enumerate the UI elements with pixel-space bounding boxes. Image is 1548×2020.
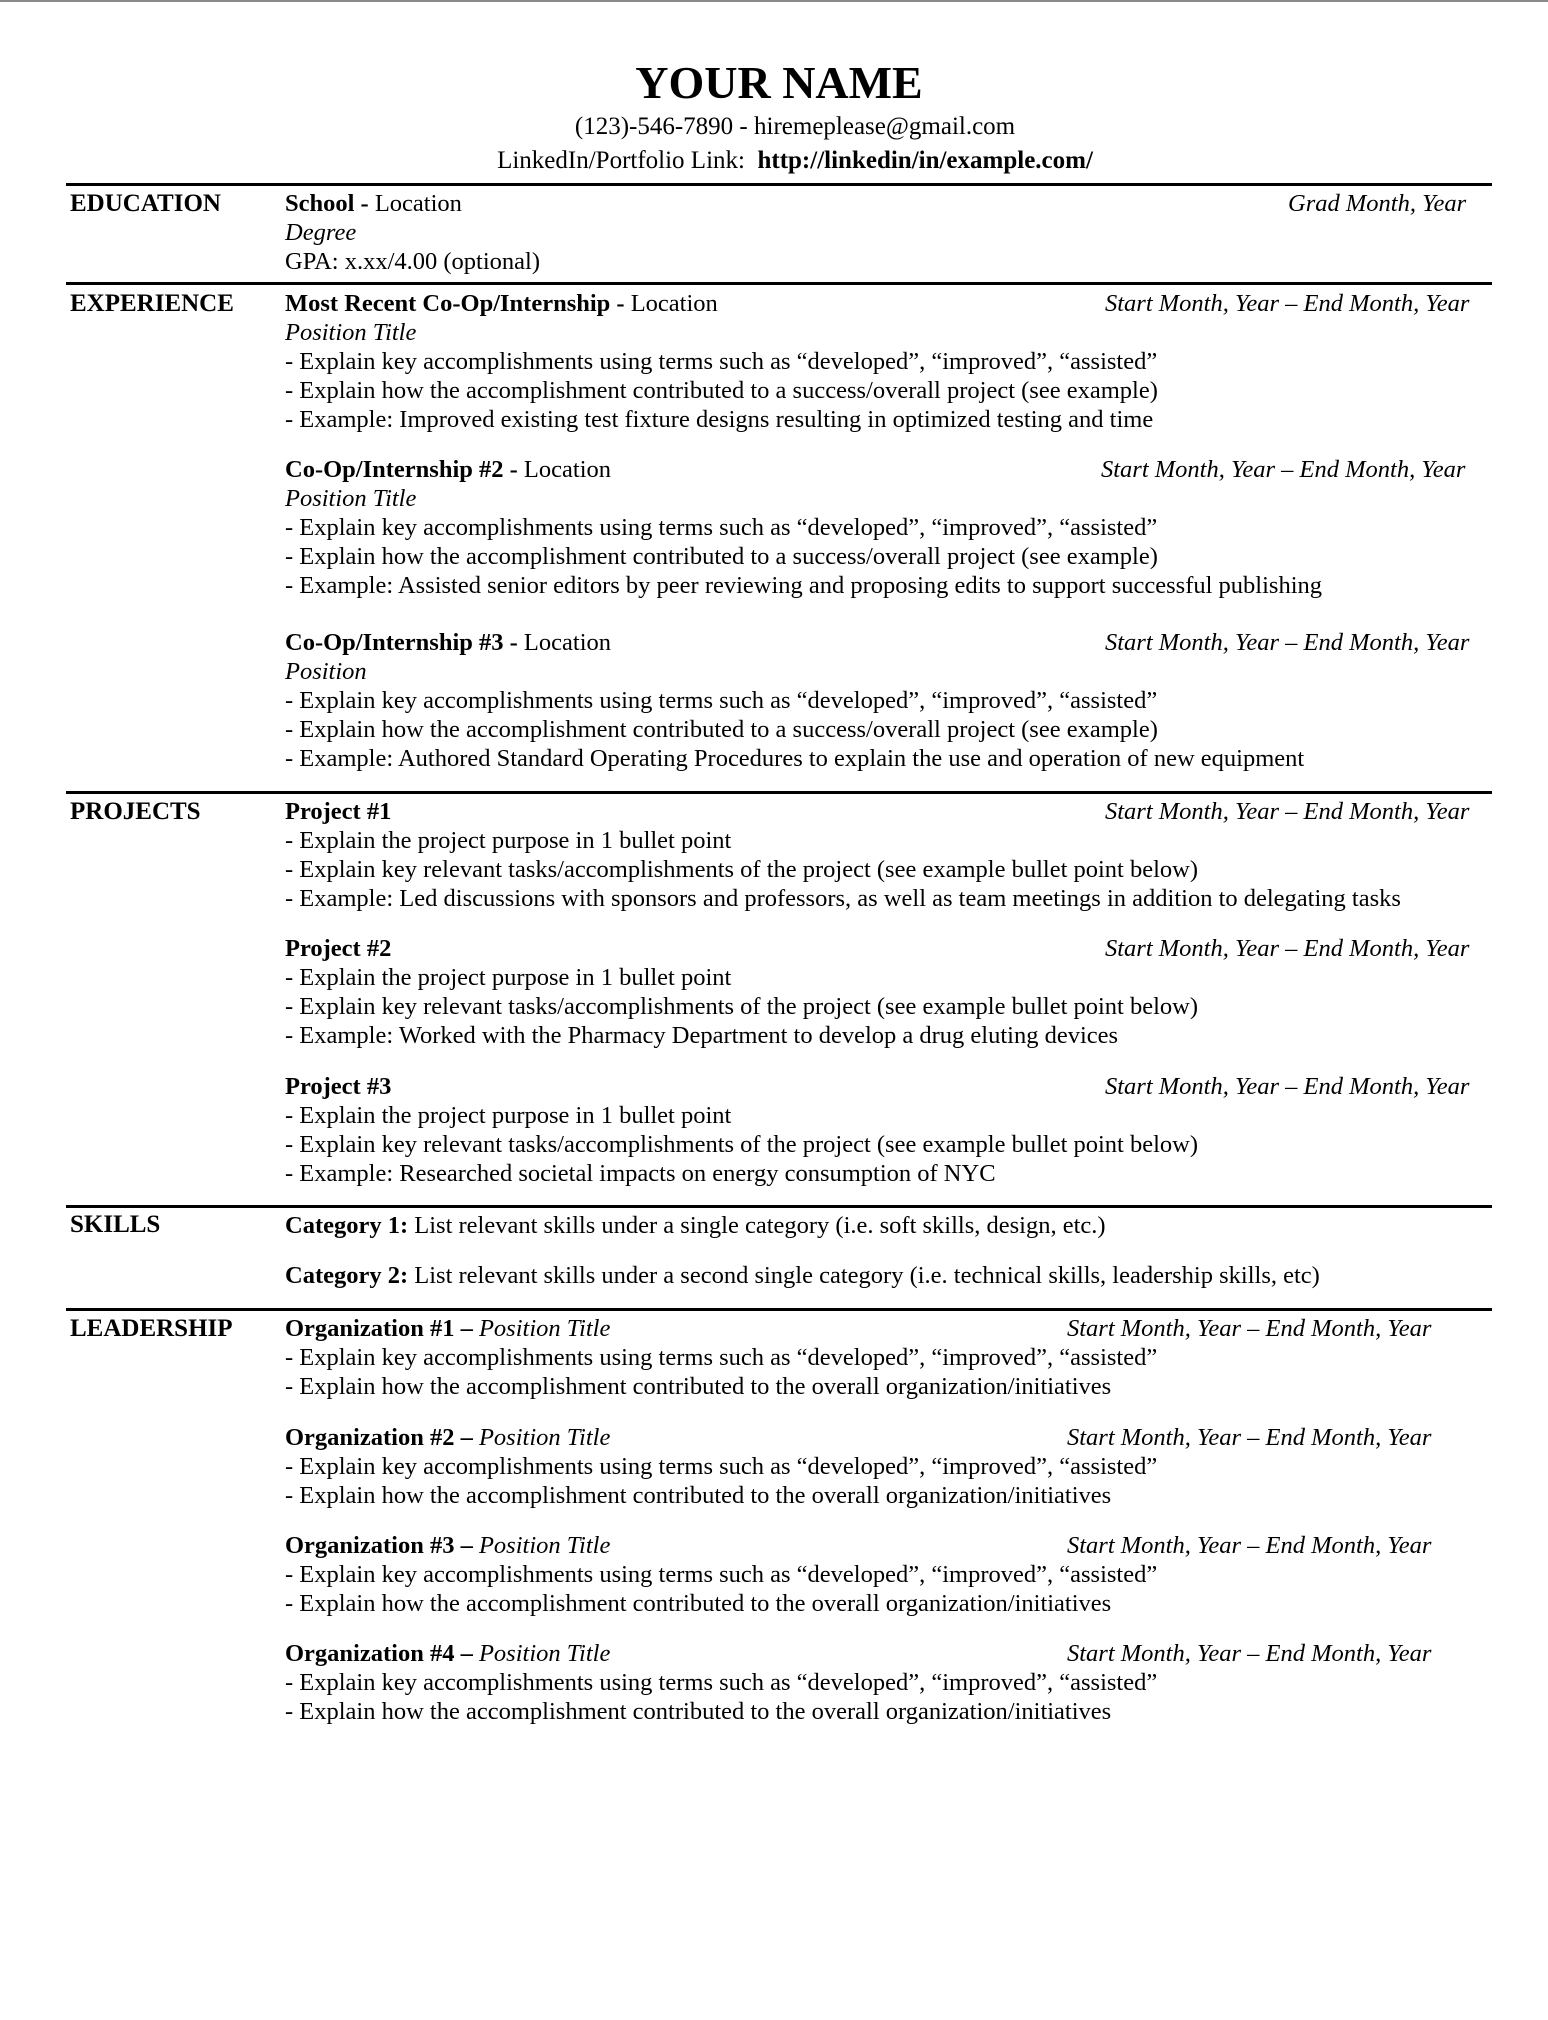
skill-category-label: Category 2: bbox=[285, 1262, 409, 1289]
bullet-point: - Explain key accomplishments using terms such as “developed”, “improved”, “assisted” bbox=[285, 687, 1158, 714]
project-date: Start Month, Year – End Month, Year bbox=[1105, 798, 1470, 825]
leadership-entry bbox=[285, 1423, 1490, 1510]
section-label-skills: SKILLS bbox=[70, 1211, 161, 1238]
bullet-point: - Example: Led discussions with sponsors and professors, as well as team meetings in addition to delegating tasks bbox=[285, 885, 1401, 912]
contact-line: (123)-546-7890 - hiremeplease@gmail.com bbox=[574, 113, 1016, 140]
position-title: Position Title bbox=[285, 319, 417, 346]
job-title: Co-Op/Internship #3 - bbox=[285, 629, 518, 656]
skill-category bbox=[285, 1261, 1490, 1290]
gpa: GPA: x.xx/4.00 (optional) bbox=[285, 248, 540, 275]
organization-name: Organization #1 – bbox=[285, 1315, 473, 1342]
experience-entry bbox=[285, 455, 1490, 600]
project-title: Project #3 bbox=[285, 1073, 392, 1100]
section-divider bbox=[66, 183, 1492, 186]
bullet-point: - Explain key accomplishments using terms such as “developed”, “improved”, “assisted” bbox=[285, 1669, 1158, 1696]
project-title: Project #1 bbox=[285, 798, 392, 825]
project-date: Start Month, Year – End Month, Year bbox=[1105, 935, 1470, 962]
project-title: Project #2 bbox=[285, 935, 392, 962]
section-divider bbox=[66, 791, 1492, 794]
education-entry bbox=[285, 189, 1490, 276]
section-divider bbox=[66, 1205, 1492, 1208]
bullet-point: - Example: Worked with the Pharmacy Department to develop a drug eluting devices bbox=[285, 1022, 1119, 1049]
project-entry bbox=[285, 797, 1490, 913]
section-divider bbox=[66, 282, 1492, 285]
organization-date: Start Month, Year – End Month, Year bbox=[1067, 1640, 1432, 1667]
organization-position: Position Title bbox=[472, 1424, 611, 1451]
education-header-row bbox=[285, 189, 1490, 218]
school-name: School - bbox=[285, 190, 369, 217]
leadership-entry bbox=[285, 1531, 1490, 1618]
organization-position: Position Title bbox=[472, 1532, 611, 1559]
candidate-name: YOUR NAME bbox=[635, 57, 923, 108]
portfolio-link[interactable]: http://linkedin/in/example.com/ bbox=[757, 147, 1093, 174]
bullet-point: - Explain key accomplishments using terms such as “developed”, “improved”, “assisted” bbox=[285, 1561, 1158, 1588]
resume-header bbox=[0, 56, 1548, 178]
experience-entry bbox=[285, 289, 1490, 434]
bullet-point: - Explain how the accomplishment contributed to a success/overall project (see example) bbox=[285, 377, 1158, 404]
skill-category-text: List relevant skills under a single category (i.e. soft skills, design, etc.) bbox=[408, 1212, 1106, 1239]
job-location: Location bbox=[517, 629, 611, 656]
skill-category bbox=[285, 1211, 1490, 1240]
job-title: Most Recent Co-Op/Internship - bbox=[285, 290, 625, 317]
entry-header-row bbox=[285, 797, 1490, 826]
bullet-point: - Example: Authored Standard Operating Procedures to explain the use and operation of new equipment bbox=[285, 745, 1305, 772]
link-label: LinkedIn/Portfolio Link: bbox=[497, 147, 745, 174]
grad-date: Grad Month, Year bbox=[1288, 190, 1467, 217]
degree: Degree bbox=[285, 219, 357, 246]
project-entry bbox=[285, 934, 1490, 1050]
bullet-point: - Explain the project purpose in 1 bullet point bbox=[285, 964, 732, 991]
bullet-point: - Explain key relevant tasks/accomplishments of the project (see example bullet point below) bbox=[285, 993, 1199, 1020]
entry-header-row bbox=[285, 1314, 1490, 1343]
bullet-point: - Explain key accomplishments using terms such as “developed”, “improved”, “assisted” bbox=[285, 514, 1158, 541]
bullet-point: - Explain how the accomplishment contributed to the overall organization/initiatives bbox=[285, 1698, 1112, 1725]
job-date: Start Month, Year – End Month, Year bbox=[1105, 629, 1470, 656]
link-line bbox=[42, 144, 1548, 178]
entry-header-row bbox=[285, 289, 1490, 318]
section-label-leadership: LEADERSHIP bbox=[70, 1315, 233, 1342]
bullet-point: - Explain key relevant tasks/accomplishments of the project (see example bullet point below) bbox=[285, 856, 1199, 883]
organization-date: Start Month, Year – End Month, Year bbox=[1067, 1532, 1432, 1559]
entry-header-row bbox=[285, 1072, 1490, 1101]
bullet-point: - Explain key accomplishments using terms such as “developed”, “improved”, “assisted” bbox=[285, 348, 1158, 375]
entry-header-row bbox=[285, 1531, 1490, 1560]
bullet-point: - Explain the project purpose in 1 bullet point bbox=[285, 1102, 732, 1129]
organization-name: Organization #3 – bbox=[285, 1532, 473, 1559]
section-label-projects: PROJECTS bbox=[70, 798, 201, 825]
job-title: Co-Op/Internship #2 - bbox=[285, 456, 518, 483]
bullet-point: - Explain how the accomplishment contributed to the overall organization/initiatives bbox=[285, 1373, 1112, 1400]
bullet-point: - Explain key accomplishments using terms such as “developed”, “improved”, “assisted” bbox=[285, 1344, 1158, 1371]
project-entry bbox=[285, 1072, 1490, 1188]
experience-entry bbox=[285, 628, 1490, 773]
skill-category-text: List relevant skills under a second single category (i.e. technical skills, leadership skills, etc) bbox=[408, 1262, 1320, 1289]
bullet-point: - Explain the project purpose in 1 bullet point bbox=[285, 827, 732, 854]
bullet-point: - Explain how the accomplishment contributed to a success/overall project (see example) bbox=[285, 543, 1158, 570]
position-title: Position bbox=[285, 658, 367, 685]
organization-position: Position Title bbox=[472, 1315, 611, 1342]
bullet-point: - Explain how the accomplishment contributed to the overall organization/initiatives bbox=[285, 1590, 1112, 1617]
bullet-point: - Explain how the accomplishment contributed to the overall organization/initiatives bbox=[285, 1482, 1112, 1509]
position-title: Position Title bbox=[285, 485, 417, 512]
organization-name: Organization #2 – bbox=[285, 1424, 473, 1451]
job-date: Start Month, Year – End Month, Year bbox=[1105, 290, 1470, 317]
section-label-experience: EXPERIENCE bbox=[70, 290, 234, 317]
job-location: Location bbox=[517, 456, 611, 483]
leadership-entry bbox=[285, 1314, 1490, 1401]
job-location: Location bbox=[624, 290, 718, 317]
bullet-point: - Example: Researched societal impacts on energy consumption of NYC bbox=[285, 1160, 996, 1187]
organization-position: Position Title bbox=[472, 1640, 611, 1667]
project-date: Start Month, Year – End Month, Year bbox=[1105, 1073, 1470, 1100]
entry-header-row bbox=[285, 1423, 1490, 1452]
bullet-point: - Explain key accomplishments using terms such as “developed”, “improved”, “assisted” bbox=[285, 1453, 1158, 1480]
job-date: Start Month, Year – End Month, Year bbox=[1101, 456, 1466, 483]
bullet-point: - Example: Improved existing test fixture designs resulting in optimized testing and time bbox=[285, 406, 1154, 433]
page-top-border bbox=[0, 0, 1548, 2]
skill-category-label: Category 1: bbox=[285, 1212, 409, 1239]
organization-date: Start Month, Year – End Month, Year bbox=[1067, 1424, 1432, 1451]
section-label-education: EDUCATION bbox=[70, 190, 221, 217]
section-divider bbox=[66, 1308, 1492, 1311]
leadership-entry bbox=[285, 1639, 1490, 1726]
skills-entry bbox=[285, 1211, 1490, 1240]
entry-header-row bbox=[285, 455, 1490, 484]
bullet-point: - Explain how the accomplishment contributed to a success/overall project (see example) bbox=[285, 716, 1158, 743]
organization-name: Organization #4 – bbox=[285, 1640, 473, 1667]
organization-date: Start Month, Year – End Month, Year bbox=[1067, 1315, 1432, 1342]
school-location: Location bbox=[368, 190, 462, 217]
entry-header-row bbox=[285, 628, 1490, 657]
bullet-point: - Example: Assisted senior editors by peer reviewing and proposing edits to support successful publishing bbox=[285, 572, 1323, 599]
entry-header-row bbox=[285, 934, 1490, 963]
skills-entry bbox=[285, 1261, 1490, 1290]
entry-header-row bbox=[285, 1639, 1490, 1668]
bullet-point: - Explain key relevant tasks/accomplishments of the project (see example bullet point below) bbox=[285, 1131, 1199, 1158]
